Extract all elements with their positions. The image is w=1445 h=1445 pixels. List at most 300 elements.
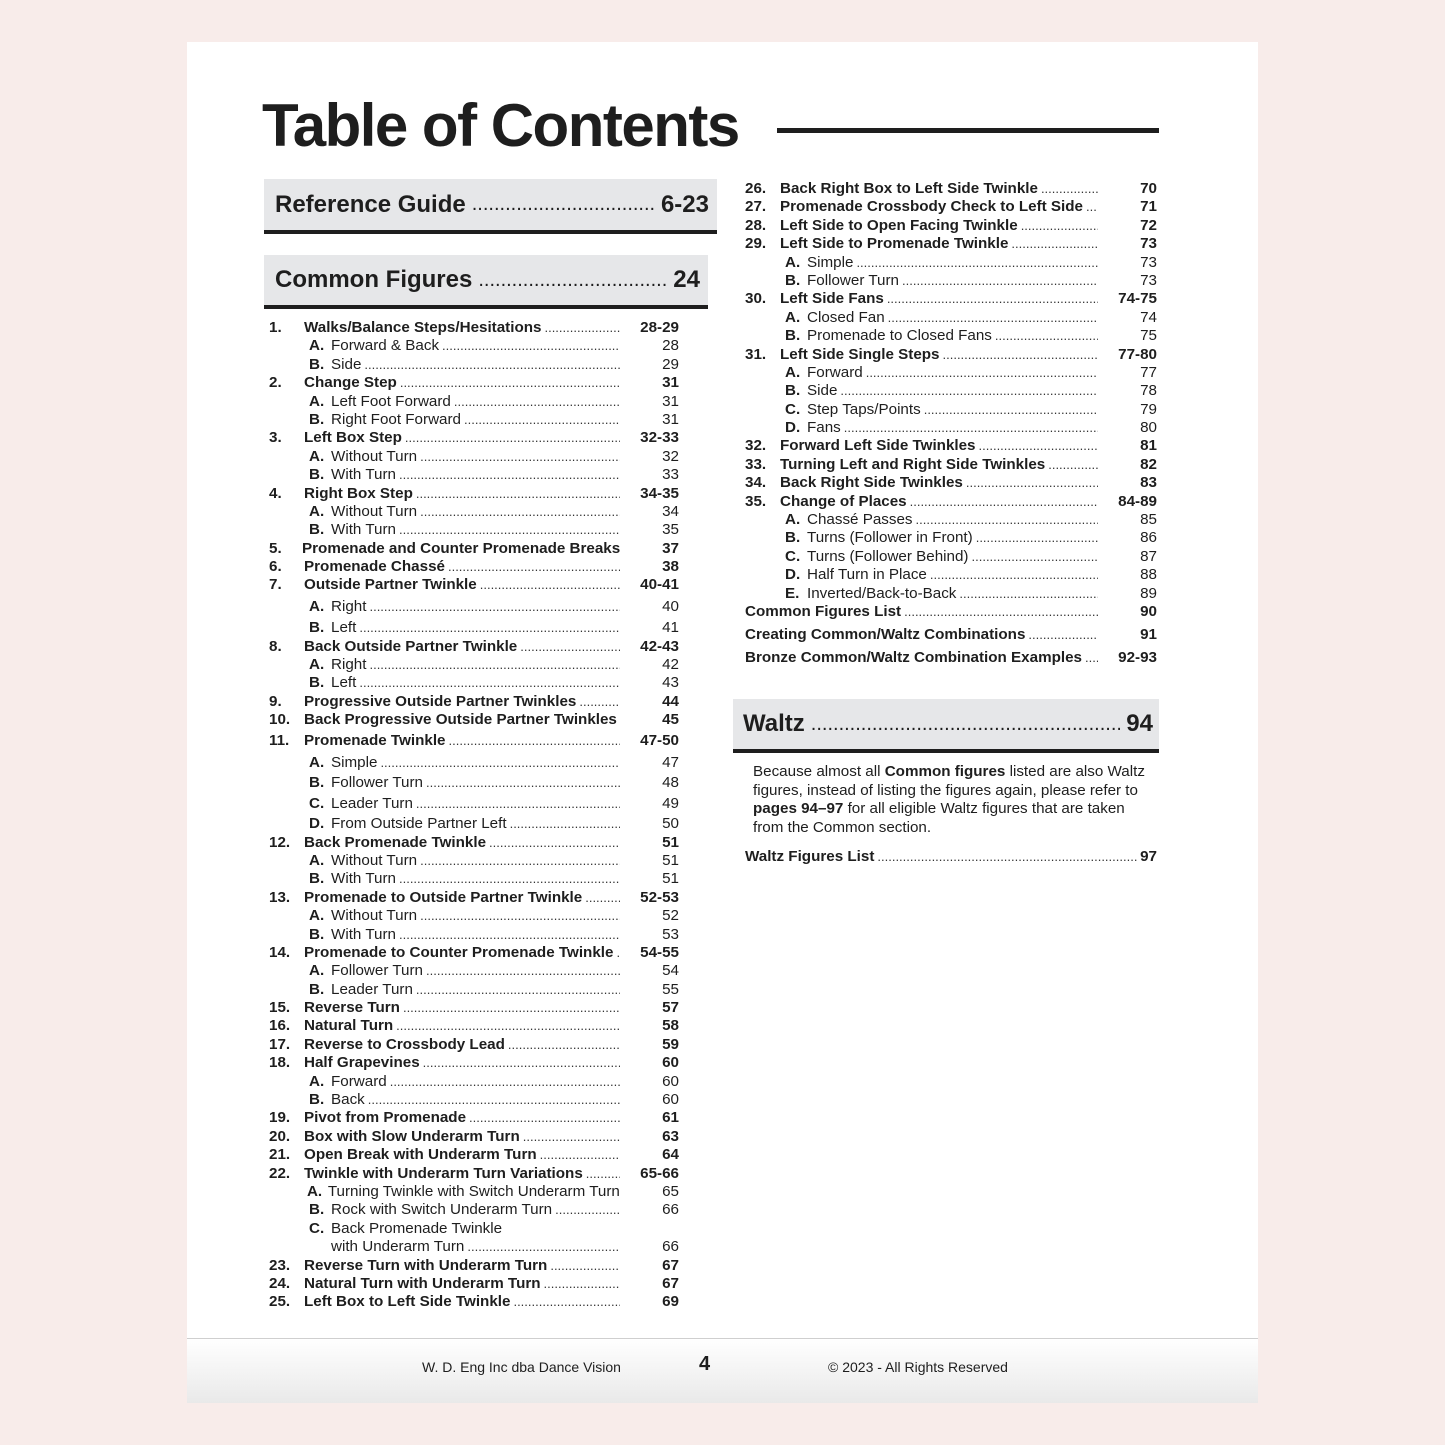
leader-dots bbox=[904, 604, 1098, 619]
entry-label: Simple bbox=[807, 253, 854, 271]
leader-dots bbox=[555, 1202, 620, 1217]
leader-dots bbox=[480, 577, 620, 592]
leader-dots bbox=[454, 394, 620, 409]
toc-entry[interactable] bbox=[269, 619, 679, 637]
entry-page: 48 bbox=[662, 774, 679, 792]
entry-label: Natural Turn with Underarm Turn bbox=[304, 1274, 541, 1292]
entry-number: 35. bbox=[745, 492, 767, 510]
toc-entry[interactable] bbox=[745, 548, 1157, 566]
entry-label: Back Outside Partner Twinkle bbox=[304, 637, 518, 655]
leader-dots bbox=[469, 1110, 620, 1125]
entry-label: Promenade Chassé bbox=[304, 558, 445, 576]
leader-dots bbox=[976, 530, 1098, 545]
toc-entry[interactable] bbox=[269, 337, 679, 355]
leader-dots bbox=[478, 269, 667, 292]
toc-entry[interactable] bbox=[269, 944, 679, 962]
leader-dots bbox=[416, 982, 620, 997]
entry-letter: A. bbox=[309, 962, 325, 980]
entry-letter: A. bbox=[785, 308, 801, 326]
toc-entry[interactable] bbox=[269, 1017, 679, 1035]
entry-label: Right bbox=[331, 656, 367, 674]
toc-entry[interactable] bbox=[269, 774, 679, 792]
leader-dots bbox=[523, 1129, 620, 1144]
toc-entry[interactable] bbox=[745, 180, 1157, 198]
entry-page: 49 bbox=[662, 794, 679, 812]
toc-entry[interactable] bbox=[269, 1146, 679, 1164]
toc-entry[interactable] bbox=[269, 1054, 679, 1072]
entry-label: Forward Left Side Twinkles bbox=[780, 437, 976, 455]
toc-entry[interactable] bbox=[269, 834, 679, 852]
leader-dots bbox=[364, 357, 620, 372]
entry-page: 28-29 bbox=[640, 319, 679, 336]
waltz-note bbox=[753, 763, 1158, 837]
entry-page: 60 bbox=[662, 1072, 679, 1090]
entry-page: 83 bbox=[1140, 474, 1157, 492]
entry-label: Right bbox=[331, 597, 367, 615]
toc-entry[interactable] bbox=[745, 327, 1157, 345]
entry-label: Forward bbox=[807, 363, 863, 381]
entry-page: 81 bbox=[1140, 437, 1157, 455]
entry-number: 17. bbox=[269, 1035, 291, 1053]
entry-letter: B. bbox=[785, 382, 801, 400]
toc-entry[interactable] bbox=[269, 926, 679, 944]
entry-label: Reverse to Crossbody Lead bbox=[304, 1035, 505, 1053]
toc-entry[interactable] bbox=[269, 1183, 679, 1201]
entry-page: 31 bbox=[662, 410, 679, 428]
entry-label: Inverted/Back-to-Back bbox=[807, 584, 957, 602]
entry-page: 31 bbox=[662, 392, 679, 410]
toc-entry[interactable] bbox=[269, 1238, 679, 1256]
toc-entry[interactable] bbox=[745, 474, 1157, 492]
leader-dots bbox=[943, 347, 1099, 362]
toc-entry[interactable] bbox=[269, 889, 679, 907]
toc-entry[interactable] bbox=[269, 732, 679, 750]
entry-number: 10. bbox=[269, 711, 291, 729]
leader-dots bbox=[368, 1092, 620, 1107]
toc-entry[interactable] bbox=[269, 356, 679, 374]
entry-number: 3. bbox=[269, 429, 282, 447]
entry-number: 33. bbox=[745, 455, 767, 473]
entry-label: Left bbox=[331, 619, 357, 637]
leader-dots bbox=[910, 494, 1098, 509]
entry-label: Back Promenade Twinkle bbox=[304, 833, 487, 851]
leader-dots bbox=[1028, 627, 1098, 642]
entry-number: 23. bbox=[269, 1256, 291, 1274]
toc-entry[interactable] bbox=[745, 437, 1157, 455]
entry-page: 78 bbox=[1140, 382, 1157, 400]
entry-label: Left Side to Promenade Twinkle bbox=[780, 235, 1009, 253]
leader-dots bbox=[550, 1258, 620, 1273]
toc-entry[interactable] bbox=[745, 382, 1157, 400]
entry-page: 71 bbox=[1140, 198, 1157, 216]
toc-entry[interactable] bbox=[745, 626, 1157, 647]
toc-entry[interactable] bbox=[269, 393, 679, 411]
section-header-waltz bbox=[733, 699, 1159, 753]
leader-dots bbox=[866, 365, 1098, 380]
entry-page: 42 bbox=[662, 656, 679, 674]
toc-entry[interactable] bbox=[269, 711, 679, 729]
toc-entry[interactable] bbox=[269, 598, 679, 616]
toc-entry[interactable] bbox=[269, 1293, 679, 1311]
leader-dots bbox=[856, 255, 1098, 270]
toc-entry[interactable] bbox=[745, 511, 1157, 529]
entry-number: 22. bbox=[269, 1164, 291, 1182]
entry-number: 18. bbox=[269, 1054, 291, 1072]
entry-letter: B. bbox=[309, 980, 325, 998]
entry-number: 26. bbox=[745, 180, 767, 197]
toc-entry[interactable] bbox=[269, 1036, 679, 1054]
entry-page: 65 bbox=[662, 1182, 679, 1200]
toc-entry[interactable] bbox=[269, 1128, 679, 1146]
entry-label: Turns (Follower Behind) bbox=[807, 547, 969, 565]
entry-page: 79 bbox=[1140, 400, 1157, 418]
entry-page: 69 bbox=[662, 1293, 679, 1311]
entry-number: 14. bbox=[269, 943, 291, 961]
entry-page: 85 bbox=[1140, 511, 1157, 529]
leader-dots bbox=[586, 1166, 620, 1181]
leader-dots bbox=[396, 1018, 620, 1033]
entry-page: 84-89 bbox=[1118, 492, 1157, 510]
entry-page: 47 bbox=[662, 753, 679, 771]
toc-entry[interactable] bbox=[269, 576, 679, 594]
leader-dots bbox=[420, 853, 620, 868]
entry-page: 70 bbox=[1140, 180, 1157, 197]
entry-page: 37 bbox=[662, 539, 679, 557]
entry-label: Back bbox=[331, 1091, 365, 1109]
toc-entry[interactable] bbox=[745, 419, 1157, 437]
toc-entry[interactable] bbox=[745, 848, 1157, 866]
document-page bbox=[187, 42, 1258, 1402]
leader-dots bbox=[972, 549, 1099, 564]
entry-label: Without Turn bbox=[331, 851, 418, 869]
entry-letter: B. bbox=[309, 870, 325, 888]
entry-letter: A. bbox=[309, 502, 325, 520]
note-bold: Common figures bbox=[884, 763, 1006, 780]
entry-letter: D. bbox=[785, 566, 801, 584]
toc-entry[interactable] bbox=[745, 309, 1157, 327]
entry-page: 43 bbox=[662, 674, 679, 692]
entry-label: Rock with Switch Underarm Turn bbox=[331, 1201, 553, 1219]
entry-label: From Outside Partner Left bbox=[331, 815, 507, 833]
entry-label: Half Turn in Place bbox=[807, 566, 927, 584]
entry-page: 45 bbox=[662, 711, 679, 729]
section-title: Waltz bbox=[743, 710, 805, 737]
entry-label: Simple bbox=[331, 753, 378, 771]
entry-label: Turns (Follower in Front) bbox=[807, 529, 973, 547]
entry-label: Step Taps/Points bbox=[807, 400, 921, 418]
toc-entry[interactable] bbox=[269, 485, 679, 503]
entry-page: 51 bbox=[662, 870, 679, 888]
toc-entry[interactable] bbox=[745, 585, 1157, 603]
entry-letter: C. bbox=[309, 794, 325, 812]
toc-entry[interactable] bbox=[745, 401, 1157, 419]
entry-page: 73 bbox=[1140, 253, 1157, 271]
toc-entry[interactable] bbox=[745, 566, 1157, 584]
entry-page: 29 bbox=[662, 355, 679, 373]
leader-dots bbox=[467, 1239, 620, 1254]
section-title: Common Figures bbox=[275, 266, 473, 293]
entry-label: Change of Places bbox=[780, 492, 907, 510]
toc-entry[interactable] bbox=[269, 503, 679, 521]
leader-dots bbox=[403, 1000, 620, 1015]
toc-entry[interactable] bbox=[745, 290, 1157, 308]
section-pages: 24 bbox=[673, 266, 700, 293]
entry-label: Promenade to Counter Promenade Twinkle bbox=[304, 943, 614, 961]
leader-dots bbox=[359, 675, 620, 690]
toc-entry[interactable] bbox=[269, 1220, 679, 1238]
entry-label: Back Progressive Outside Partner Twinkles bbox=[304, 711, 617, 729]
entry-label: Right Foot Forward bbox=[331, 410, 461, 428]
entry-letter: B. bbox=[309, 410, 325, 428]
leader-dots bbox=[416, 796, 620, 811]
entry-number: 15. bbox=[269, 999, 291, 1017]
entry-number: 12. bbox=[269, 833, 291, 851]
entry-letter: A. bbox=[309, 753, 325, 771]
leader-dots bbox=[420, 908, 620, 923]
entry-page: 42-43 bbox=[640, 637, 679, 655]
entry-page: 51 bbox=[662, 833, 679, 851]
leader-dots bbox=[472, 193, 655, 216]
entry-label: With Turn bbox=[331, 925, 396, 943]
footer-publisher: W. D. Eng Inc dba Dance Vision bbox=[422, 1359, 621, 1375]
leader-dots bbox=[540, 1147, 620, 1162]
toc-entry[interactable] bbox=[745, 493, 1157, 511]
note-text: Because almost all bbox=[753, 763, 885, 780]
entry-page: 33 bbox=[662, 466, 679, 484]
entry-number: 5. bbox=[269, 539, 282, 557]
entry-label: Left Box to Left Side Twinkle bbox=[304, 1293, 511, 1311]
entry-page: 50 bbox=[662, 815, 679, 833]
entry-page: 32 bbox=[662, 447, 679, 465]
entry-letter: A. bbox=[309, 851, 325, 869]
leader-dots bbox=[426, 963, 620, 978]
entry-letter: B. bbox=[309, 619, 325, 637]
entry-page: 77 bbox=[1140, 363, 1157, 381]
leader-dots bbox=[369, 657, 620, 672]
entry-letter: A. bbox=[309, 447, 325, 465]
entry-page: 90 bbox=[1140, 602, 1157, 620]
leader-dots bbox=[1086, 199, 1098, 214]
toc-entry[interactable] bbox=[269, 521, 679, 539]
toc-entry[interactable] bbox=[269, 319, 679, 337]
leader-dots bbox=[449, 733, 620, 748]
entry-page: 82 bbox=[1140, 455, 1157, 473]
entry-page: 57 bbox=[662, 999, 679, 1017]
entry-label: Closed Fan bbox=[807, 308, 885, 326]
entry-letter: D. bbox=[309, 815, 325, 833]
entry-page: 74 bbox=[1140, 308, 1157, 326]
leader-dots bbox=[916, 512, 1098, 527]
footer-copyright: © 2023 - All Rights Reserved bbox=[828, 1359, 1008, 1375]
entry-label: Natural Turn bbox=[304, 1017, 394, 1035]
entry-number: 29. bbox=[745, 235, 767, 253]
entry-page: 53 bbox=[662, 925, 679, 943]
toc-entry[interactable] bbox=[269, 656, 679, 674]
entry-number: 4. bbox=[269, 484, 282, 502]
leader-dots bbox=[399, 927, 620, 942]
entry-number: 9. bbox=[269, 692, 282, 710]
entry-page: 32-33 bbox=[640, 429, 679, 447]
toc-entry[interactable] bbox=[269, 429, 679, 447]
toc-entry[interactable] bbox=[269, 962, 679, 980]
toc-entry[interactable] bbox=[745, 235, 1157, 253]
entry-label: Creating Common/Waltz Combinations bbox=[745, 625, 1026, 643]
toc-entry[interactable] bbox=[745, 346, 1157, 364]
entry-page: 44 bbox=[662, 692, 679, 710]
entry-number: 8. bbox=[269, 637, 282, 655]
toc-entry[interactable] bbox=[745, 217, 1157, 235]
entry-number: 16. bbox=[269, 1017, 291, 1035]
leader-dots bbox=[1041, 181, 1098, 196]
toc-entry[interactable] bbox=[269, 1165, 679, 1183]
leader-dots bbox=[380, 755, 620, 770]
entry-letter: A. bbox=[309, 1072, 325, 1090]
entry-label: Promenade to Outside Partner Twinkle bbox=[304, 888, 583, 906]
leader-dots bbox=[1048, 457, 1098, 472]
entry-letter: A. bbox=[306, 1182, 323, 1200]
entry-label: Follower Turn bbox=[807, 271, 899, 289]
entry-label: Waltz Figures List bbox=[745, 848, 875, 865]
entry-page: 40 bbox=[662, 597, 679, 615]
toc-entry[interactable] bbox=[269, 870, 679, 888]
entry-letter: B. bbox=[309, 1091, 325, 1109]
entry-page: 65-66 bbox=[640, 1164, 679, 1182]
entry-number: 24. bbox=[269, 1274, 291, 1292]
entry-page: 64 bbox=[662, 1146, 679, 1164]
toc-entry[interactable] bbox=[269, 374, 679, 392]
toc-entry[interactable] bbox=[269, 1109, 679, 1127]
leader-dots bbox=[390, 1074, 620, 1089]
section-header-reference bbox=[264, 179, 717, 234]
toc-entry[interactable] bbox=[269, 1275, 679, 1293]
entry-page: 67 bbox=[662, 1274, 679, 1292]
leader-dots bbox=[544, 1276, 620, 1291]
entry-letter: C. bbox=[309, 1219, 325, 1237]
toc-entry[interactable] bbox=[269, 693, 679, 711]
toc-entry[interactable] bbox=[269, 1201, 679, 1219]
entry-label: Without Turn bbox=[331, 447, 418, 465]
entry-letter: C. bbox=[785, 400, 801, 418]
toc-entry[interactable] bbox=[269, 815, 679, 833]
leader-dots bbox=[1011, 236, 1098, 251]
entry-page: 80 bbox=[1140, 419, 1157, 437]
toc-entry[interactable] bbox=[745, 198, 1157, 216]
entry-page: 60 bbox=[662, 1054, 679, 1072]
toc-entry[interactable] bbox=[745, 272, 1157, 290]
leader-dots bbox=[840, 383, 1098, 398]
entry-label: Left Side to Open Facing Twinkle bbox=[780, 216, 1018, 234]
note-text: for all eligible Waltz figures that are taken from the Common section. bbox=[753, 800, 1125, 836]
toc-entry[interactable] bbox=[269, 466, 679, 484]
entry-number: 2. bbox=[269, 374, 282, 392]
entry-letter: B. bbox=[309, 674, 325, 692]
toc-entry[interactable] bbox=[269, 448, 679, 466]
toc-entry[interactable] bbox=[269, 981, 679, 999]
toc-entry[interactable] bbox=[269, 1091, 679, 1109]
entry-label: Outside Partner Twinkle bbox=[304, 576, 477, 594]
entry-label: Forward bbox=[331, 1072, 387, 1090]
entry-number: 19. bbox=[269, 1109, 291, 1127]
leader-dots bbox=[405, 430, 620, 445]
toc-entry[interactable] bbox=[745, 529, 1157, 547]
entry-label: Promenade to Closed Fans bbox=[807, 327, 992, 345]
entry-letter: C. bbox=[785, 547, 801, 565]
toc-entry[interactable] bbox=[269, 1257, 679, 1275]
entry-page: 38 bbox=[662, 558, 679, 576]
leader-dots bbox=[930, 567, 1098, 582]
leader-dots bbox=[464, 412, 620, 427]
leader-dots bbox=[369, 599, 620, 614]
entry-label: Promenade Twinkle bbox=[304, 731, 446, 749]
toc-left-column bbox=[269, 319, 679, 1312]
note-bold: pages 94–97 bbox=[753, 800, 844, 817]
entry-number: 28. bbox=[745, 216, 767, 234]
entry-label: Promenade Crossbody Check to Left Side bbox=[780, 198, 1083, 216]
entry-label: Follower Turn bbox=[331, 774, 423, 792]
toc-entry[interactable] bbox=[745, 603, 1157, 624]
toc-entry[interactable] bbox=[269, 411, 679, 429]
section-pages: 94 bbox=[1126, 710, 1153, 737]
entry-page: 72 bbox=[1140, 216, 1157, 234]
entry-page: 89 bbox=[1140, 584, 1157, 602]
leader-dots bbox=[544, 320, 620, 335]
toc-waltz-list bbox=[745, 848, 1157, 866]
toc-entry[interactable] bbox=[269, 907, 679, 925]
entry-letter: A. bbox=[309, 337, 325, 355]
leader-dots bbox=[877, 849, 1137, 864]
entry-label: Half Grapevines bbox=[304, 1054, 420, 1072]
toc-entry[interactable] bbox=[269, 638, 679, 656]
leader-dots bbox=[426, 775, 620, 790]
toc-entry[interactable] bbox=[745, 254, 1157, 272]
toc-entry[interactable] bbox=[269, 558, 679, 576]
leader-dots bbox=[966, 475, 1098, 490]
toc-entry[interactable] bbox=[269, 1073, 679, 1091]
entry-label: Twinkle with Underarm Turn Variations bbox=[304, 1164, 583, 1182]
toc-entry[interactable] bbox=[269, 795, 679, 813]
leader-dots bbox=[1021, 218, 1098, 233]
entry-number: 1. bbox=[269, 319, 282, 336]
entry-number: 30. bbox=[745, 290, 767, 308]
entry-letter: A. bbox=[309, 907, 325, 925]
entry-label: Left Side Fans bbox=[780, 290, 884, 308]
section-pages: 6-23 bbox=[660, 190, 709, 218]
toc-entry[interactable] bbox=[269, 674, 679, 692]
leader-dots bbox=[420, 449, 620, 464]
leader-dots bbox=[489, 835, 620, 850]
toc-entry[interactable] bbox=[745, 649, 1157, 670]
entry-label: with Underarm Turn bbox=[331, 1238, 465, 1256]
toc-entry[interactable] bbox=[269, 852, 679, 870]
entry-page: 87 bbox=[1140, 547, 1157, 565]
entry-label: Left Box Step bbox=[304, 429, 402, 447]
entry-page: 55 bbox=[662, 980, 679, 998]
entry-number: 7. bbox=[269, 576, 282, 594]
leader-dots bbox=[579, 694, 620, 709]
toc-entry[interactable] bbox=[269, 754, 679, 772]
leader-dots bbox=[585, 890, 620, 905]
entry-page: 47-50 bbox=[640, 731, 679, 749]
toc-entry[interactable] bbox=[269, 540, 679, 558]
toc-entry[interactable] bbox=[745, 364, 1157, 382]
toc-entry[interactable] bbox=[269, 999, 679, 1017]
section-title: Reference Guide bbox=[275, 190, 466, 218]
toc-entry[interactable] bbox=[745, 456, 1157, 474]
entry-label: Walks/Balance Steps/Hesitations bbox=[304, 319, 542, 336]
entry-label: Side bbox=[807, 382, 838, 400]
entry-page: 92-93 bbox=[1118, 648, 1157, 666]
entry-label: Change Step bbox=[304, 374, 397, 392]
